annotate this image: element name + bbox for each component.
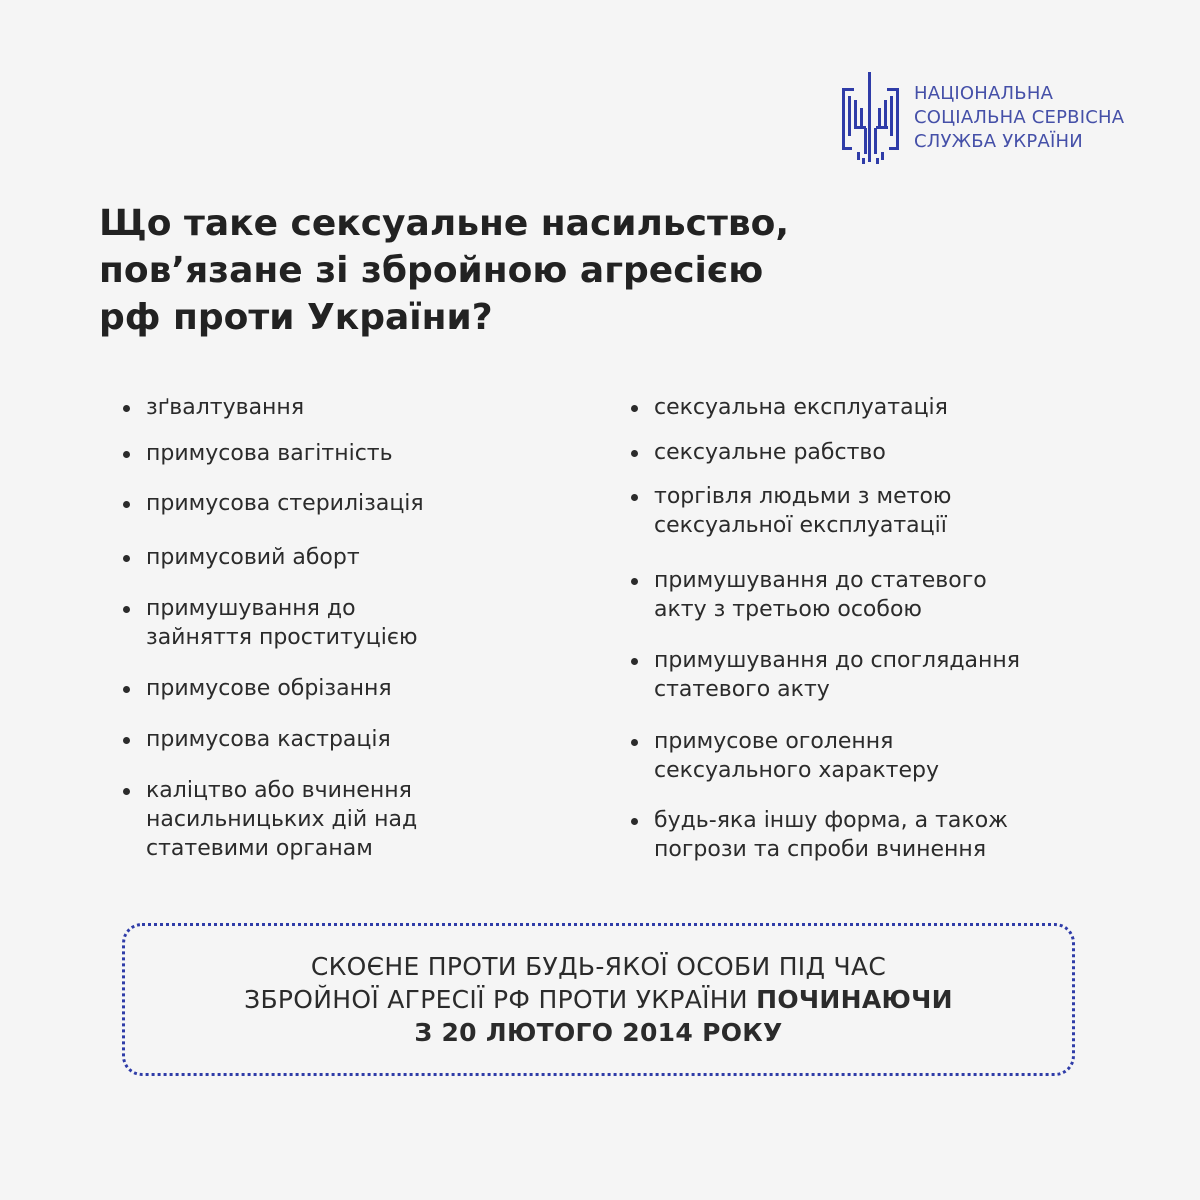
list-item-text: сексуальної експлуатації [654, 513, 947, 538]
list-item [146, 725, 391, 754]
list-item-text: погрози та спроби вчинення [654, 837, 987, 862]
list-item [146, 674, 392, 703]
list-item-text: зґвалтування [146, 395, 305, 420]
list-item-text: примусовий аборт [146, 545, 360, 570]
list-item [146, 594, 418, 652]
list-item [146, 776, 417, 863]
list-item [146, 439, 393, 468]
list-item-text: примусове оголення [654, 729, 894, 754]
title-line: пов’язане зі збройною агресією [99, 250, 764, 291]
list-item-text: примушування до споглядання [654, 648, 1021, 673]
list-item-text: примушування до [146, 596, 356, 621]
list-item-text: насильницьких дій над [146, 807, 418, 832]
list-item-text: примусова стерилізація [146, 491, 424, 516]
list-item-text: примусове обрізання [146, 676, 392, 701]
page-title [99, 200, 899, 341]
title-line: рф проти України? [99, 297, 493, 338]
org-name-line: СОЦІАЛЬНА СЕРВІСНА [914, 107, 1125, 128]
org-name-line: СЛУЖБА УКРАЇНИ [914, 131, 1083, 152]
callout-line [244, 983, 953, 1016]
org-name-line: НАЦІОНАЛЬНА [914, 83, 1054, 104]
list-item-text: акту з третьою особою [654, 597, 922, 622]
list-item-text: будь-яка іншу форма, а також [654, 808, 1008, 833]
list-item-text: сексуального характеру [654, 758, 939, 783]
list-item-text: статевими органам [146, 836, 373, 861]
callout-line-normal: ЗБРОЙНОЇ АГРЕСІЇ РФ ПРОТИ УКРАЇНИ [244, 985, 757, 1014]
list-item [654, 566, 987, 624]
list-item-text: зайняття проституцією [146, 625, 418, 650]
list-item-text: сексуальна експлуатація [654, 395, 948, 420]
list-item-text: примусова кастрація [146, 727, 391, 752]
list-item [654, 806, 1008, 864]
list-item-text: примусова вагітність [146, 441, 393, 466]
callout-line: СКОЄНЕ ПРОТИ БУДЬ-ЯКОЇ ОСОБИ ПІД ЧАС [310, 952, 887, 981]
list-item [146, 543, 360, 572]
list-item [654, 727, 939, 785]
callout-date-line: З 20 ЛЮТОГО 2014 РОКУ [414, 1018, 783, 1047]
list-item [146, 489, 424, 518]
list-item-text: примушування до статевого [654, 568, 987, 593]
list-item [654, 482, 951, 540]
trident-emblem-icon [840, 68, 902, 168]
list-item-text: торгівля людьми з метою [654, 484, 952, 509]
callout-box [122, 923, 1075, 1076]
list-item-text: статевого акту [654, 677, 830, 702]
list-item [654, 646, 1020, 704]
callout-line-bold: ПОЧИНАЮЧИ [756, 985, 953, 1014]
list-item [654, 438, 886, 467]
org-name [914, 82, 1124, 154]
org-logo [840, 68, 1160, 168]
list-item [146, 393, 304, 422]
list-item-text: каліцтво або вчинення [146, 778, 412, 803]
list-item [654, 393, 948, 422]
title-line: Що таке сексуальне насильство, [99, 203, 790, 244]
list-item-text: сексуальне рабство [654, 440, 886, 465]
callout-text [244, 950, 953, 1049]
